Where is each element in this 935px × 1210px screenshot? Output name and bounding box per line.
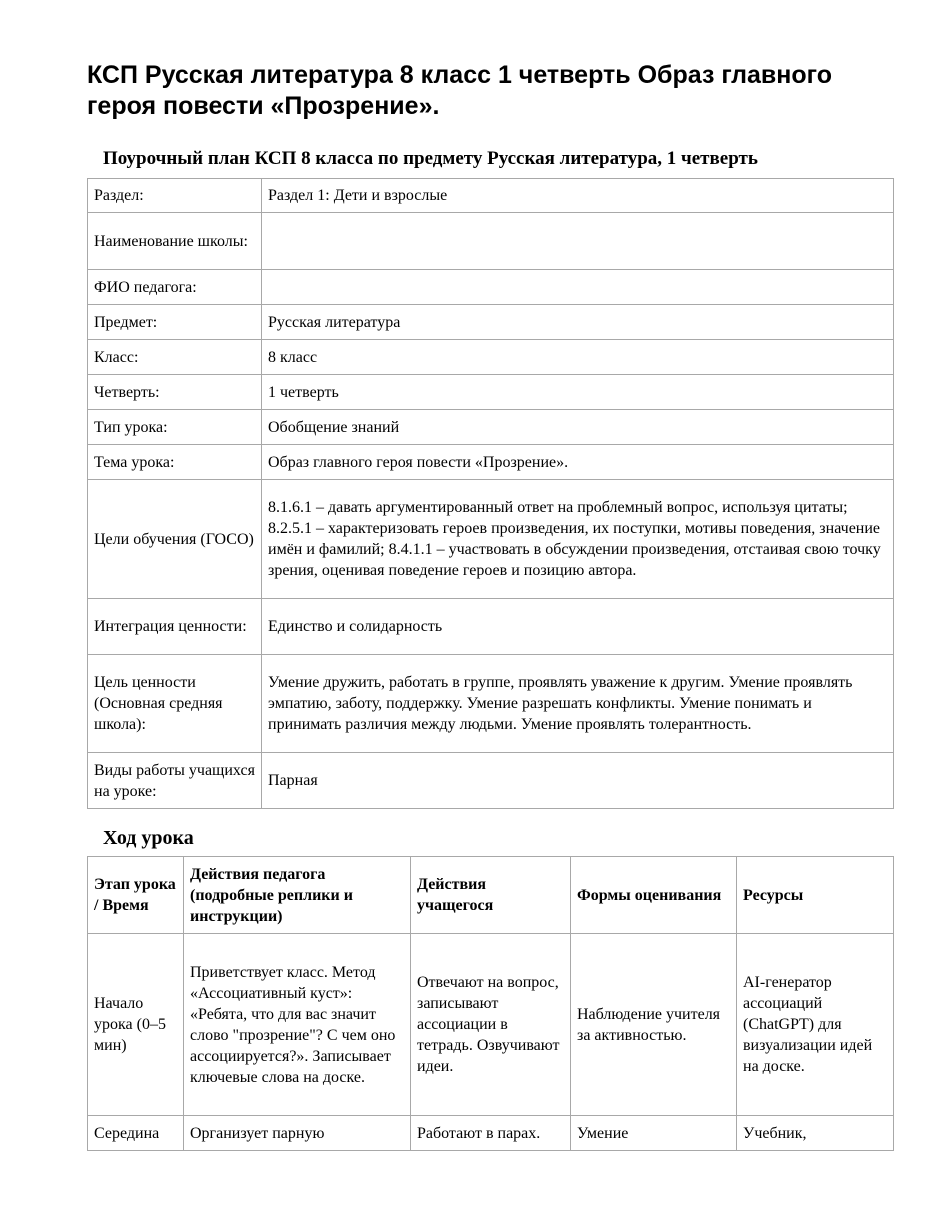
table-row [88,270,894,305]
column-header: Формы оценивания [571,857,737,934]
table-row [88,410,894,445]
teacher-actions-cell: Приветствует класс. Метод «Ассоциативный куст»: «Ребята, что для вас значит слово "прозрение"? С чем оно ассоциируется?». Записывает ключевые слова на доске. [184,934,411,1116]
resources-cell: AI-генератор ассоциаций (ChatGPT) для визуализации идей на доске. [737,934,894,1116]
lesson-flow-table [87,856,894,1151]
info-value [262,213,894,270]
document-page [87,0,893,1151]
info-value: Раздел 1: Дети и взрослые [262,179,894,213]
table-row [88,599,894,655]
column-header: Ресурсы [737,857,894,934]
info-value: Парная [262,753,894,809]
assessment-cell: Наблюдение учителя за активностью. [571,934,737,1116]
student-actions-cell: Отвечают на вопрос, записывают ассоциации в тетрадь. Озвучивают идеи. [411,934,571,1116]
table-row [88,934,894,1116]
document-title: КСП Русская литература 8 класс 1 четверть Образ главного героя повести «Прозрение». [87,61,832,120]
info-value: Обобщение знаний [262,410,894,445]
info-label: Цели обучения (ГОСО) [88,480,262,599]
table-row [88,213,894,270]
info-label: Четверть: [88,375,262,410]
table-row [88,1116,894,1151]
table-row [88,179,894,213]
info-label: Раздел: [88,179,262,213]
assessment-cell: Умение [571,1116,737,1151]
info-label: ФИО педагога: [88,270,262,305]
info-label: Виды работы учащихся на уроке: [88,753,262,809]
table-row [88,445,894,480]
info-value: 8.1.6.1 – давать аргументированный ответ на проблемный вопрос, используя цитаты; 8.2.5.1 – характеризовать героев произведения, их поступки, мотивы поведения, значение имён и фамилий; 8.4.1.1 – участвовать в обсуждении произведения, отстаивая свою точку зрения, оценивая поведение героев и позицию автора. [262,480,894,599]
column-header: Действия педагога (подробные реплики и инструкции) [184,857,411,934]
student-actions-cell: Работают в парах. [411,1116,571,1151]
lesson-section-title: Ход урока [103,827,194,849]
table-header-row [88,857,894,934]
info-label: Тема урока: [88,445,262,480]
resources-cell: Учебник, [737,1116,894,1151]
info-value: 8 класс [262,340,894,375]
plan-title: Поурочный план КСП 8 класса по предмету Русская литература, 1 четверть [103,148,758,169]
column-header: Этап урока / Время [88,857,184,934]
info-value: Образ главного героя повести «Прозрение». [262,445,894,480]
info-label: Цель ценности (Основная средняя школа): [88,655,262,753]
table-row [88,305,894,340]
stage-cell: Середина [88,1116,184,1151]
table-row [88,655,894,753]
info-label: Тип урока: [88,410,262,445]
stage-cell: Начало урока (0–5 мин) [88,934,184,1116]
info-value [262,270,894,305]
info-value: Русская литература [262,305,894,340]
info-label: Наименование школы: [88,213,262,270]
info-label: Класс: [88,340,262,375]
table-row [88,375,894,410]
info-value: 1 четверть [262,375,894,410]
column-header: Действия учащегося [411,857,571,934]
table-row [88,753,894,809]
info-label: Предмет: [88,305,262,340]
teacher-actions-cell: Организует парную [184,1116,411,1151]
table-row [88,340,894,375]
table-row [88,480,894,599]
info-label: Интеграция ценности: [88,599,262,655]
lesson-info-table [87,178,894,809]
info-value: Умение дружить, работать в группе, проявлять уважение к другим. Умение проявлять эмпатию, заботу, поддержку. Умение разрешать конфликты. Умение понимать и принимать различия между людьми. Умение проявлять толерантность. [262,655,894,753]
info-value: Единство и солидарность [262,599,894,655]
